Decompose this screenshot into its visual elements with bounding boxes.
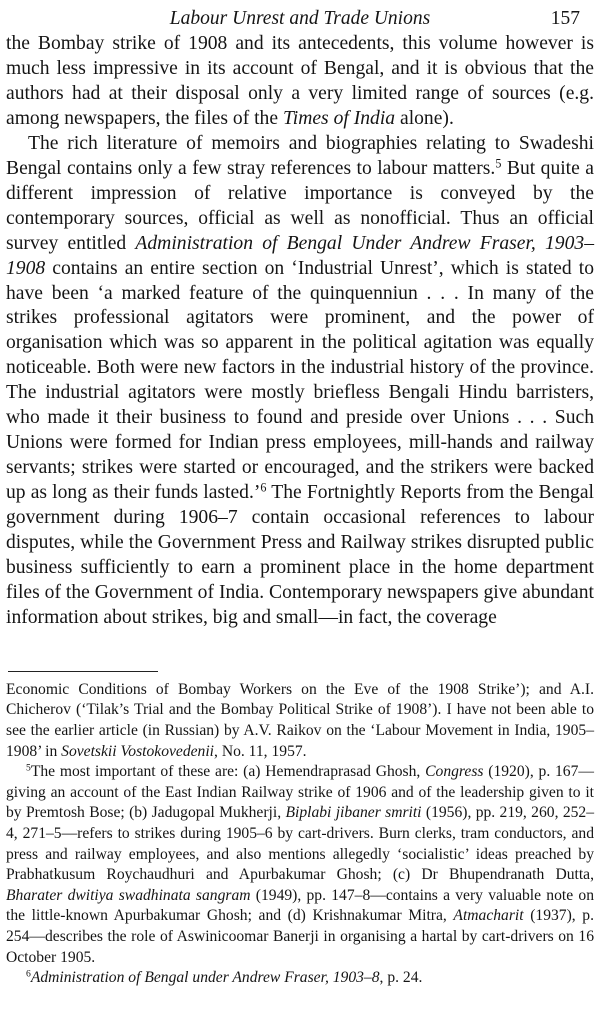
paragraph-1: the Bombay strike of 1908 and its antecedents, this volume however is much less impressive in its account of Bengal, and it is obvious that the authors had at their disposal only a very limited range of sources (e.g. among newspapers, the files of the Times of India alone). <box>6 33 594 129</box>
survey-title: Administration of Bengal Under Andrew Fraser, 1903–1908 <box>6 232 594 279</box>
main-text <box>6 32 594 631</box>
footnote-divider <box>8 671 158 672</box>
page-number: 157 <box>550 8 580 29</box>
footnote-ref-5: 5 <box>495 156 502 171</box>
footnote-6: $^6$Administration of Bengal under Andrew Fraser, 1903–8, p. 24. <box>26 968 423 987</box>
newspaper-title: Times of India <box>282 107 396 129</box>
footnote-number-5: 5 <box>26 762 31 774</box>
footnote-5: $^5$The most important of these are: (a) Hemendraprasad Ghosh, Congress (1920), p. 167—giving an account of the East Indian Railway strike of 1906 and of the leadership given to it by Premtosh Bose; (b) Jadugopal Mukherji, Biplabi jibaner smriti (1956), pp. 219, 260, 252–4, 271–5—refers to strikes during 1905–6 by cart-drivers. Burn clerks, tram conductors, and press and railway employees, and also mentions allegedly ‘socialistic’ ideas preached by Prabhatkusum Roychaudhuri and Apurbakumar Ghosh; (c) Dr Bhupendranath Dutta, Bharater dwitiya swadhinata sangram (1949), pp. 147–8—contains a very valuable note on the little-known Apurbakumar Ghosh; and (d) Krishnakumar Mitra, Atmacharit (1937), p. 254—describes the role of Aswinicoomar Banerji in organising a hartal by cart-drivers on 16 October 1905. <box>6 762 595 966</box>
footnote-continued: Economic Conditions of Bombay Workers on the Eve of the 1908 Strike’); and A.I. Chicherov (‘Tilak’s Trial and the Bombay Political Strike of 1908’). I have not been able to see the earlier article (in Russian) by A.V. Raikov on the ‘Labour Movement in India, 1905–1908’ in Sovetskii Vostokovedenii, No. 11, 1957. <box>6 680 594 760</box>
footnote-ref-6: 6 <box>260 480 267 495</box>
footnotes <box>6 680 594 989</box>
running-header <box>6 0 594 30</box>
running-title: Labour Unrest and Trade Unions <box>169 8 431 29</box>
footnote-number-6: 6 <box>26 968 31 980</box>
paragraph-2: The rich literature of memoirs and biographies relating to Swadeshi Bengal contains only a few stray references to labour matters.$^5$ But quite a different impression of relative importance is conveyed by the contemporary sources, official as well as nonofficial. Thus an official survey entitled Administration of Bengal Under Andrew Fraser, 1903–1908 contains an entire section on ‘Industrial Unrest’, which is stated to have been ‘a marked feature of the quinquenniun . . . In many of the strikes professional agitators were prominent, and the power of organisation which was so apparent in the political agitation was equally noticeable. Both were new factors in the industrial history of the province. The industrial agitators were mostly briefless Bengali Hindu barristers, who made it their business to found and preside over Unions . . . Such Unions were formed for Indian press employees, mill-hands and railway servants; strikes were started or encouraged, and the strikers were backed up as long as their funds lasted.’$^6$ The Fortnightly Reports from the Bengal government during 1906–7 contain occasional references to labour disputes, while the Government Press and Railway strikes disrupted public business sufficiently to earn a prominent place in the home department files of the Government of India. Contemporary newspapers give abundant information about strikes, big and small—in fact, the coverage <box>6 132 594 628</box>
